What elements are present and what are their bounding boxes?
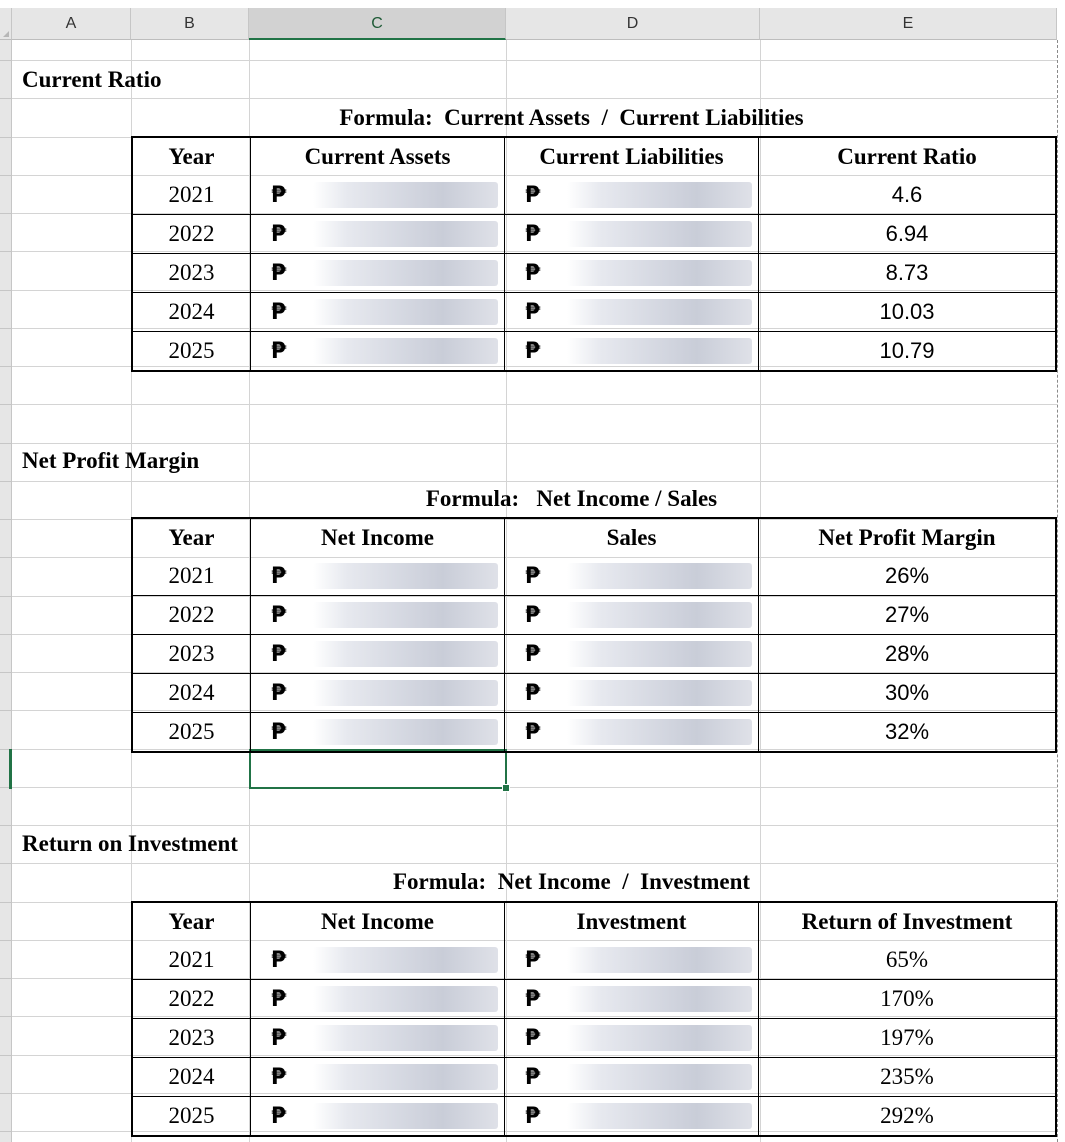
peso-sign: ₱ [525,986,541,1012]
redacted-amount [567,1103,752,1129]
header-net-income[interactable]: Net Income [251,903,505,941]
row-header-divider [0,137,12,138]
amount-cell-left[interactable] [251,980,505,1018]
row-header-divider [0,710,12,711]
redacted-amount [567,602,752,628]
redacted-amount [567,947,752,973]
column-header-c[interactable]: C [249,8,506,40]
peso-sign: ₱ [525,947,541,973]
table-row [133,1018,1055,1057]
current-ratio-title: Current Ratio [22,67,162,92]
select-all-corner[interactable] [0,8,12,40]
row-header-divider [0,1055,12,1056]
redacted-amount [313,1025,498,1051]
amount-cell-left[interactable] [251,1019,505,1057]
amount-cell-left[interactable] [251,254,505,292]
row-header-divider [0,596,12,597]
peso-sign: ₱ [271,1103,287,1129]
row-header-divider [0,481,12,482]
amount-cell-right[interactable] [505,557,759,595]
row-gridline [12,60,1057,61]
header-current-liabilities[interactable]: Current Liabilities [505,138,759,176]
peso-sign: ₱ [271,1064,287,1090]
redacted-amount [567,338,752,364]
row-header-divider [0,443,12,444]
redacted-amount [313,260,498,286]
row-header-divider [0,557,12,558]
row-header-divider [0,175,12,176]
row-header-divider [0,825,12,826]
year-cell[interactable]: 2022 [133,596,251,634]
page-break-line [1057,40,1058,1142]
amount-cell-right[interactable] [505,293,759,331]
current-ratio-formula: Formula: Current Assets / Current Liabilities [339,105,804,130]
table-row [133,292,1055,331]
amount-cell-left[interactable] [251,557,505,595]
toolbar-strip [0,0,1065,8]
table-row [133,214,1055,253]
row-header-divider [0,902,12,903]
header-current-ratio[interactable]: Current Ratio [837,144,977,169]
peso-sign: ₱ [271,986,287,1012]
peso-sign: ₱ [271,680,287,706]
table-row [133,253,1055,292]
header-return-of-investment[interactable]: Return of Investment [801,909,1013,934]
ratio-cell[interactable]: 30% [884,680,930,705]
amount-cell-left[interactable] [251,635,505,673]
ratio-cell[interactable]: 10.79 [879,338,935,363]
header-year[interactable]: Year [133,903,251,941]
amount-cell-left[interactable] [251,293,505,331]
peso-sign: ₱ [271,947,287,973]
redacted-amount [313,221,498,247]
row-header-divider [0,328,12,329]
redacted-amount [567,182,752,208]
peso-sign: ₱ [525,1025,541,1051]
year-cell[interactable]: 2025 [133,1097,251,1135]
redacted-amount [313,986,498,1012]
amount-cell-left[interactable] [251,674,505,712]
year-cell[interactable]: 2024 [133,1058,251,1096]
row-header-divider [0,863,12,864]
peso-sign: ₱ [271,1025,287,1051]
ratio-cell[interactable]: 6.94 [885,221,929,246]
amount-cell-right[interactable] [505,176,759,214]
row-header-divider [0,366,12,367]
year-cell[interactable]: 2021 [133,941,251,979]
redacted-amount [313,182,498,208]
net-profit-margin-title: Net Profit Margin [22,448,200,473]
row-header-divider [0,940,12,941]
header-year[interactable]: Year [133,519,251,557]
peso-sign: ₱ [525,1064,541,1090]
redacted-amount [567,260,752,286]
column-header-d[interactable]: D [506,8,760,40]
peso-sign: ₱ [271,299,287,325]
row-gridline [12,404,1057,405]
peso-sign: ₱ [271,602,287,628]
peso-sign: ₱ [271,338,287,364]
peso-sign: ₱ [525,221,541,247]
amount-cell-right[interactable] [505,215,759,253]
table-row [133,1096,1055,1135]
ratio-cell[interactable]: 65% [885,947,929,972]
return-on-investment-formula: Formula: Net Income / Investment [392,869,751,894]
redacted-amount [313,563,498,589]
amount-cell-left[interactable] [251,332,505,370]
redacted-amount [567,641,752,667]
row-header-divider [0,251,12,252]
ratio-cell[interactable]: 10.03 [879,299,935,324]
header-investment[interactable]: Investment [505,903,759,941]
redacted-amount [313,602,498,628]
table-row [133,1057,1055,1096]
table-header-row [133,519,1055,557]
peso-sign: ₱ [525,602,541,628]
header-net-profit-margin[interactable]: Net Profit Margin [818,525,996,550]
ratio-cell[interactable]: 4.6 [891,182,923,207]
table-row [133,941,1055,979]
amount-cell-right[interactable] [505,674,759,712]
peso-sign: ₱ [525,299,541,325]
row-header-divider [0,404,12,405]
amount-cell-right[interactable] [505,635,759,673]
redacted-amount [567,221,752,247]
peso-sign: ₱ [271,260,287,286]
year-cell[interactable]: 2024 [133,674,251,712]
year-cell[interactable]: 2023 [133,254,251,292]
row-header-divider [0,672,12,673]
redacted-amount [567,563,752,589]
redacted-amount [313,680,498,706]
ratio-cell[interactable]: 197% [880,1025,934,1050]
table-row [133,712,1055,751]
redacted-amount [313,1103,498,1129]
peso-sign: ₱ [271,182,287,208]
peso-sign: ₱ [271,641,287,667]
row-header-divider [0,60,12,61]
ratio-cell[interactable]: 292% [880,1103,934,1128]
row-gridline [12,98,1057,99]
row-header-divider [0,213,12,214]
peso-sign: ₱ [525,563,541,589]
table-header-row [133,138,1055,176]
column-header-b[interactable]: B [131,8,249,40]
peso-sign: ₱ [525,719,541,745]
peso-sign: ₱ [525,182,541,208]
peso-sign: ₱ [525,260,541,286]
peso-sign: ₱ [525,1103,541,1129]
redacted-amount [567,1064,752,1090]
year-cell[interactable]: 2024 [133,293,251,331]
row-header-gutter[interactable] [0,40,12,1142]
peso-sign: ₱ [525,680,541,706]
redacted-amount [313,338,498,364]
row-gridline [12,787,1057,788]
amount-cell-left[interactable] [251,1097,505,1135]
row-header-divider [0,290,12,291]
current-ratio-table [131,136,1057,372]
table-row [133,176,1055,214]
row-header-divider [0,1016,12,1017]
table-row [133,595,1055,634]
amount-cell-left[interactable] [251,215,505,253]
year-cell[interactable]: 2025 [133,713,251,751]
net-profit-margin-table [131,517,1057,753]
active-cell-c20[interactable] [249,749,507,789]
year-cell[interactable]: 2021 [133,557,251,595]
year-cell[interactable]: 2023 [133,1019,251,1057]
amount-cell-right[interactable] [505,713,759,751]
row-header-divider [0,98,12,99]
redacted-amount [567,986,752,1012]
row-header-divider [0,519,12,520]
ratio-cell[interactable]: 27% [884,602,930,627]
row-header-divider [0,634,12,635]
ratio-cell[interactable]: 170% [880,986,934,1011]
amount-cell-right[interactable] [505,1097,759,1135]
row-selection-indicator [9,749,12,789]
table-header-row [133,903,1055,941]
year-cell[interactable]: 2025 [133,332,251,370]
ratio-cell[interactable]: 8.73 [885,260,929,285]
return-on-investment-title: Return on Investment [22,831,238,856]
table-row [133,331,1055,370]
amount-cell-right[interactable] [505,596,759,634]
amount-cell-left[interactable] [251,941,505,979]
ratio-cell[interactable]: 26% [884,563,930,588]
header-current-assets[interactable]: Current Assets [251,138,505,176]
amount-cell-right[interactable] [505,1019,759,1057]
column-header-e[interactable]: E [760,8,1057,40]
year-cell[interactable]: 2023 [133,635,251,673]
redacted-amount [567,719,752,745]
redacted-amount [567,1025,752,1051]
ratio-cell[interactable]: 28% [884,641,930,666]
amount-cell-left[interactable] [251,1058,505,1096]
header-year[interactable]: Year [133,138,251,176]
header-sales[interactable]: Sales [505,519,759,557]
amount-cell-right[interactable] [505,980,759,1018]
return-on-investment-table [131,901,1057,1137]
table-row [133,673,1055,712]
peso-sign: ₱ [271,221,287,247]
peso-sign: ₱ [525,641,541,667]
redacted-amount [567,680,752,706]
amount-cell-left[interactable] [251,713,505,751]
amount-cell-right[interactable] [505,332,759,370]
column-header-a[interactable]: A [12,8,131,40]
row-header-divider [0,978,12,979]
redacted-amount [567,299,752,325]
row-header-divider [0,1093,12,1094]
year-cell[interactable]: 2021 [133,176,251,214]
amount-cell-right[interactable] [505,254,759,292]
net-profit-margin-formula: Formula: Net Income / Sales [425,486,718,511]
peso-sign: ₱ [525,338,541,364]
amount-cell-right[interactable] [505,941,759,979]
header-net-income[interactable]: Net Income [251,519,505,557]
ratio-cell[interactable]: 32% [884,719,930,744]
table-row [133,557,1055,595]
peso-sign: ₱ [271,563,287,589]
table-row [133,979,1055,1018]
redacted-amount [313,719,498,745]
redacted-amount [313,1064,498,1090]
amount-cell-right[interactable] [505,1058,759,1096]
redacted-amount [313,299,498,325]
ratio-cell[interactable]: 235% [880,1064,934,1089]
redacted-amount [313,641,498,667]
year-cell[interactable]: 2022 [133,215,251,253]
peso-sign: ₱ [271,719,287,745]
amount-cell-left[interactable] [251,596,505,634]
amount-cell-left[interactable] [251,176,505,214]
redacted-amount [313,947,498,973]
table-row [133,634,1055,673]
year-cell[interactable]: 2022 [133,980,251,1018]
row-header-divider [0,1131,12,1132]
